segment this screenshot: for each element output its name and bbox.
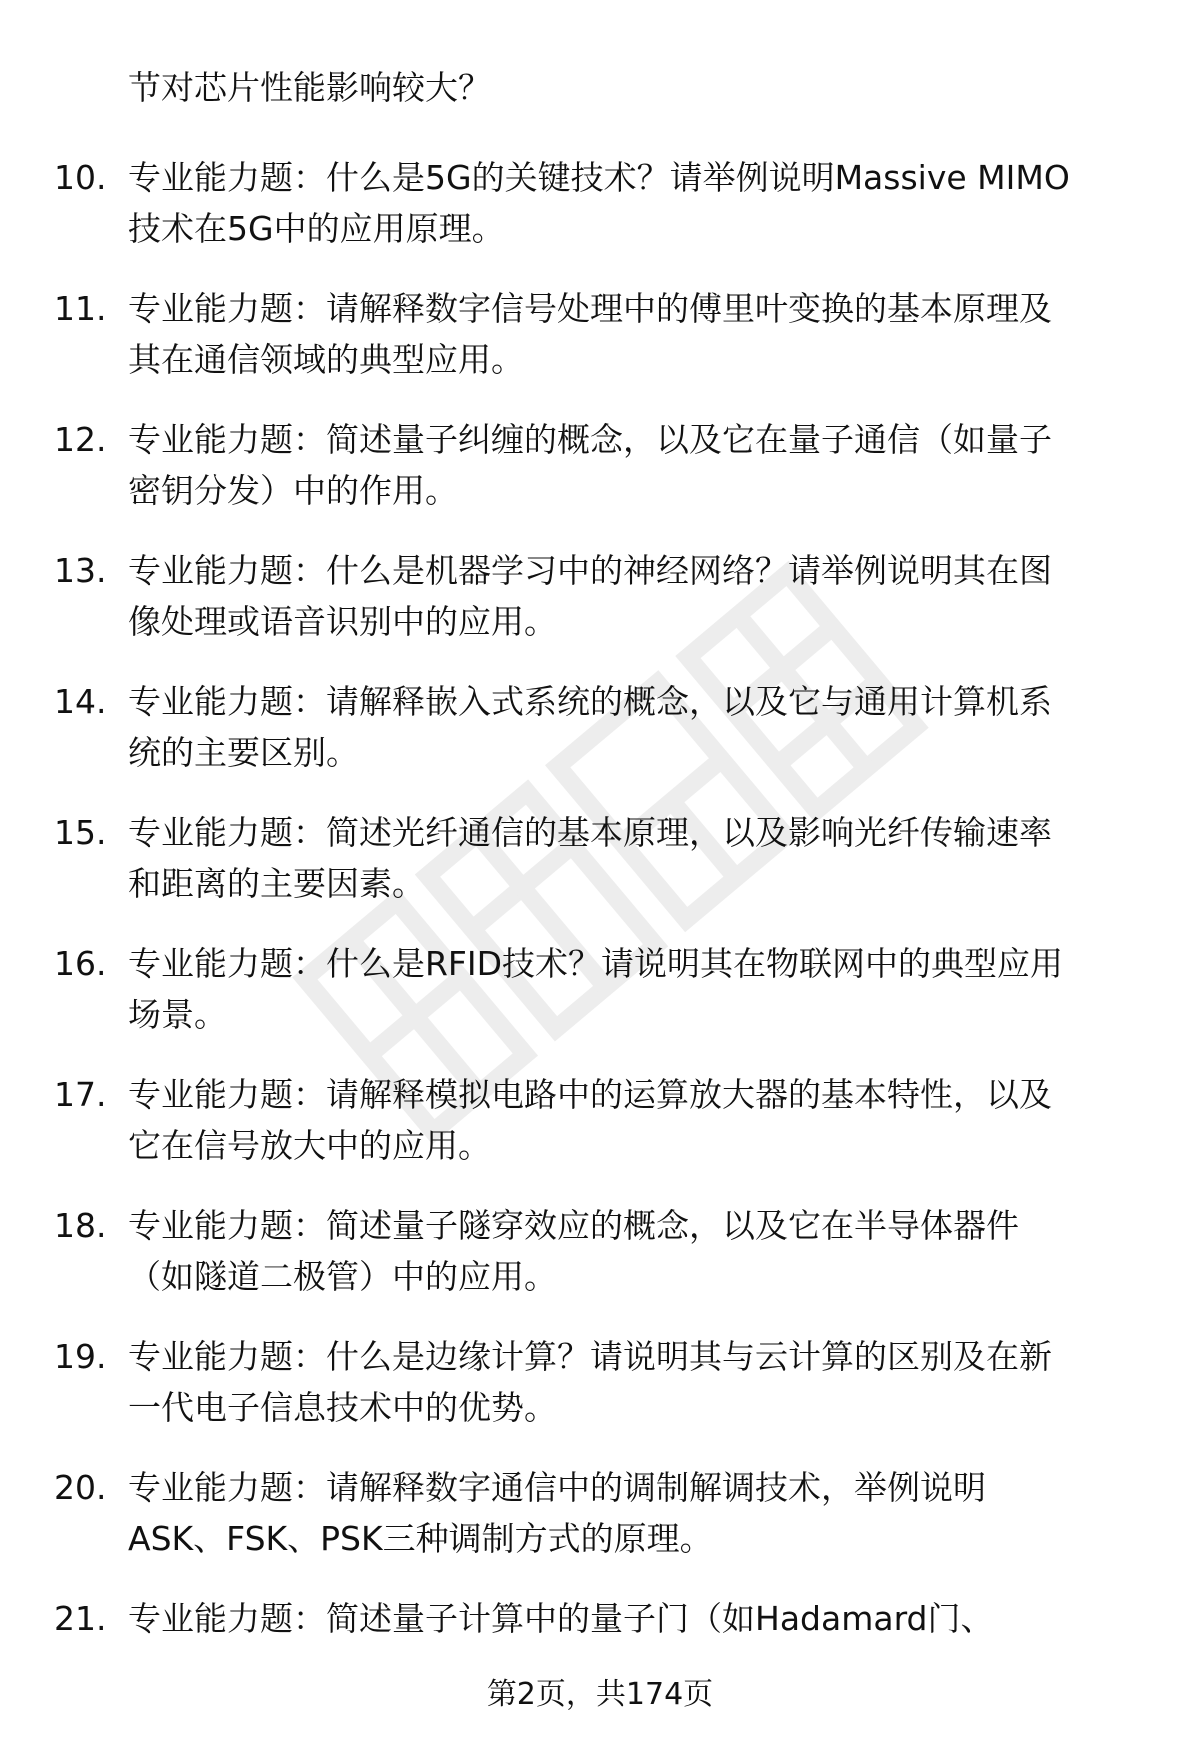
question-line: 专业能力题：请解释数字信号处理中的傅里叶变换的基本原理及 [128,289,1052,328]
question-number: 12. [54,420,107,459]
question-number: 21. [54,1599,107,1638]
question-number: 10. [54,158,107,197]
question-text [128,938,1168,1040]
question-number: 13. [54,551,107,590]
question-line: 专业能力题：简述量子纠缠的概念，以及它在量子通信（如量子 [128,420,1052,459]
question-text [128,545,1168,647]
question-line: ASK、FSK、PSK三种调制方式的原理。 [128,1519,713,1558]
question-line: 专业能力题：请解释模拟电路中的运算放大器的基本特性，以及 [128,1075,1052,1114]
question-line: 它在信号放大中的应用。 [128,1126,491,1165]
question-item [0,807,1200,938]
question-line: 专业能力题：什么是机器学习中的神经网络？请举例说明其在图 [128,551,1052,590]
question-line: 场景。 [128,995,227,1034]
question-list [0,152,1200,1724]
question-item [0,938,1200,1069]
question-line: 技术在5G中的应用原理。 [128,209,505,248]
question-line: 统的主要区别。 [128,733,359,772]
question-item [0,676,1200,807]
question-text [128,1200,1168,1302]
page-footer: 第2页，共174页 [486,1677,714,1712]
question-text [128,152,1168,254]
question-text [128,676,1168,778]
question-item [0,414,1200,545]
question-line: 专业能力题：什么是5G的关键技术？请举例说明Massive MIMO [128,158,1070,197]
question-number: 19. [54,1337,107,1376]
question-item [0,545,1200,676]
question-item [0,1069,1200,1200]
question-line: 专业能力题：请解释嵌入式系统的概念，以及它与通用计算机系 [128,682,1052,721]
question-number: 17. [54,1075,107,1114]
question-line: 和距离的主要因素。 [128,864,425,903]
question-line: 专业能力题：简述光纤通信的基本原理，以及影响光纤传输速率 [128,813,1052,852]
question-item [0,1200,1200,1331]
continuation-text: 节对芯片性能影响较大？ [128,68,491,107]
question-number: 14. [54,682,107,721]
question-item [0,152,1200,283]
question-number: 18. [54,1206,107,1245]
question-text [128,283,1168,385]
question-text [128,1462,1168,1564]
question-line: 专业能力题：什么是RFID技术？请说明其在物联网中的典型应用 [128,944,1064,983]
question-text [128,1593,1168,1644]
question-number: 15. [54,813,107,852]
question-line: 专业能力题：简述量子计算中的量子门（如Hadamard门、 [128,1599,994,1638]
question-item [0,283,1200,414]
question-item [0,1331,1200,1462]
question-number: 11. [54,289,107,328]
question-text [128,807,1168,909]
question-line: 专业能力题：简述量子隧穿效应的概念，以及它在半导体器件 [128,1206,1019,1245]
question-line: 一代电子信息技术中的优势。 [128,1388,557,1427]
question-number: 16. [54,944,107,983]
question-line: （如隧道二极管）中的应用。 [128,1257,557,1296]
question-text [128,1069,1168,1171]
question-line: 专业能力题：什么是边缘计算？请说明其与云计算的区别及在新 [128,1337,1052,1376]
question-number: 20. [54,1468,107,1507]
question-text [128,1331,1168,1433]
question-line: 专业能力题：请解释数字通信中的调制解调技术，举例说明 [128,1468,986,1507]
question-item [0,1462,1200,1593]
question-line: 像处理或语音识别中的应用。 [128,602,557,641]
question-text [128,414,1168,516]
question-line: 密钥分发）中的作用。 [128,471,458,510]
question-line: 其在通信领域的典型应用。 [128,340,524,379]
